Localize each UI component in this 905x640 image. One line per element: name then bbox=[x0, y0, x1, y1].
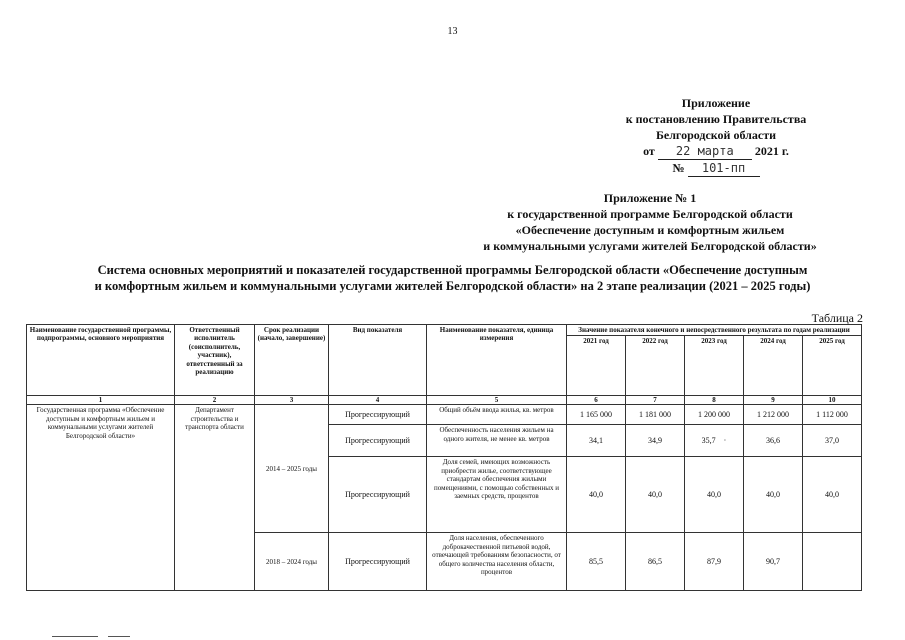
col-number: 7 bbox=[626, 396, 685, 405]
col-number: 5 bbox=[427, 396, 567, 405]
header-values-group: Значение показателя конечного и непосредственного результата по годам реализации bbox=[567, 325, 862, 336]
value-cell: 87,9 bbox=[685, 533, 744, 591]
value-cell: 90,7 bbox=[744, 533, 803, 591]
header-indicator: Наименование показателя, единица измерения bbox=[427, 325, 567, 396]
column-numbers-row bbox=[27, 396, 862, 405]
executor-cell: Департамент строительства и транспорта области bbox=[175, 405, 255, 591]
value-cell: 1 112 000 bbox=[803, 405, 862, 425]
value-cell: 40,0 bbox=[803, 457, 862, 533]
period-cell: 2018 – 2024 годы bbox=[255, 533, 329, 591]
value-cell: 1 212 000 bbox=[744, 405, 803, 425]
appendix1-line: и коммунальными услугами жителей Белгородской области» bbox=[483, 239, 817, 253]
value-cell: 1 165 000 bbox=[567, 405, 626, 425]
col-number: 1 bbox=[27, 396, 175, 405]
footer-divider bbox=[108, 636, 130, 637]
value-cell: 37,0 bbox=[803, 425, 862, 457]
appendix1-line: «Обеспечение доступным и комфортным жильем bbox=[515, 223, 785, 237]
col-number: 3 bbox=[255, 396, 329, 405]
value-cell: 36,6 bbox=[744, 425, 803, 457]
header-year: 2021 год bbox=[567, 336, 626, 396]
value-cell: 1 181 000 bbox=[626, 405, 685, 425]
col-number: 4 bbox=[329, 396, 427, 405]
table-row bbox=[27, 405, 862, 425]
appendix-header bbox=[596, 95, 836, 177]
value-cell: 40,0 bbox=[626, 457, 685, 533]
col-number: 10 bbox=[803, 396, 862, 405]
date-prefix: от bbox=[643, 144, 655, 158]
indicator-cell: Доля семей, имеющих возможность приобрести жилье, соответствующее стандартам обеспечения жилыми помещениями, с помощью собственных и заемных средств, процентов bbox=[427, 457, 567, 533]
indicators-table bbox=[26, 324, 862, 591]
header-program: Наименование государственной программы, подпрограммы, основного мероприятия bbox=[27, 325, 175, 396]
appendix-number bbox=[596, 160, 836, 177]
type-cell: Прогрессирующий bbox=[329, 457, 427, 533]
value-cell: 40,0 bbox=[744, 457, 803, 533]
title-line: и комфортным жильем и коммунальными услугами жителей Белгородской области» на 2 этапе реализации (2021 – 2025 годы) bbox=[94, 279, 811, 293]
col-number: 2 bbox=[175, 396, 255, 405]
header-year: 2025 год bbox=[803, 336, 862, 396]
date-suffix: 2021 г. bbox=[754, 144, 789, 158]
value-cell: 1 200 000 bbox=[685, 405, 744, 425]
value-cell bbox=[803, 533, 862, 591]
value-cell: 40,0 bbox=[685, 457, 744, 533]
indicator-cell: Общий объём ввода жилья, кв. метров bbox=[427, 405, 567, 425]
number-value: 101-пп bbox=[688, 160, 760, 177]
indicator-cell: Доля населения, обеспеченного доброкачественной питьевой водой, отвечающей требованиям безопасности, от общего количества населения области, процентов bbox=[427, 533, 567, 591]
col-number: 8 bbox=[685, 396, 744, 405]
appendix-line: Белгородской области bbox=[655, 128, 777, 142]
footer-divider bbox=[52, 636, 98, 637]
stray-mark: · bbox=[723, 435, 727, 445]
header-type: Вид показателя bbox=[329, 325, 427, 396]
value-cell: 86,5 bbox=[626, 533, 685, 591]
value-cell: 34,9 bbox=[626, 425, 685, 457]
type-cell: Прогрессирующий bbox=[329, 405, 427, 425]
value-cell: 34,1 bbox=[567, 425, 626, 457]
title-line: Система основных мероприятий и показателей государственной программы Белгородской области «Обеспечение доступным bbox=[97, 263, 808, 277]
appendix-line: к постановлению Правительства bbox=[625, 112, 807, 126]
header-row bbox=[27, 325, 862, 336]
type-cell: Прогрессирующий bbox=[329, 425, 427, 457]
page-number: 13 bbox=[447, 26, 458, 37]
appendix1-header bbox=[440, 190, 860, 254]
value-cell bbox=[685, 425, 744, 457]
header-executor: Ответственный исполнитель (соисполнитель, участник), ответственный за реализацию bbox=[175, 325, 255, 396]
type-cell: Прогрессирующий bbox=[329, 533, 427, 591]
col-number: 6 bbox=[567, 396, 626, 405]
value-cell: 40,0 bbox=[567, 457, 626, 533]
header-year: 2023 год bbox=[685, 336, 744, 396]
document-title bbox=[30, 262, 875, 294]
appendix1-line: к государственной программе Белгородской области bbox=[507, 207, 793, 221]
header-period: Срок реализации (начало, завершение) bbox=[255, 325, 329, 396]
appendix-line: Приложение bbox=[681, 96, 751, 110]
indicator-cell: Обеспеченность населения жильем на одного жителя, не менее кв. метров bbox=[427, 425, 567, 457]
header-year: 2022 год bbox=[626, 336, 685, 396]
header-year: 2024 год bbox=[744, 336, 803, 396]
value-cell: 85,5 bbox=[567, 533, 626, 591]
period-cell: 2014 – 2025 годы bbox=[255, 405, 329, 533]
number-prefix: № bbox=[672, 161, 685, 175]
appendix-date bbox=[596, 143, 836, 160]
value-text: 35,7 bbox=[701, 435, 716, 445]
date-value: 22 марта bbox=[658, 143, 752, 160]
col-number: 9 bbox=[744, 396, 803, 405]
appendix1-line: Приложение № 1 bbox=[603, 191, 697, 205]
program-name-cell: Государственная программа «Обеспечение доступным и комфортным жильем и коммунальными услугами жителей Белгородской области» bbox=[27, 405, 175, 591]
table-caption: Таблица 2 bbox=[811, 311, 863, 325]
